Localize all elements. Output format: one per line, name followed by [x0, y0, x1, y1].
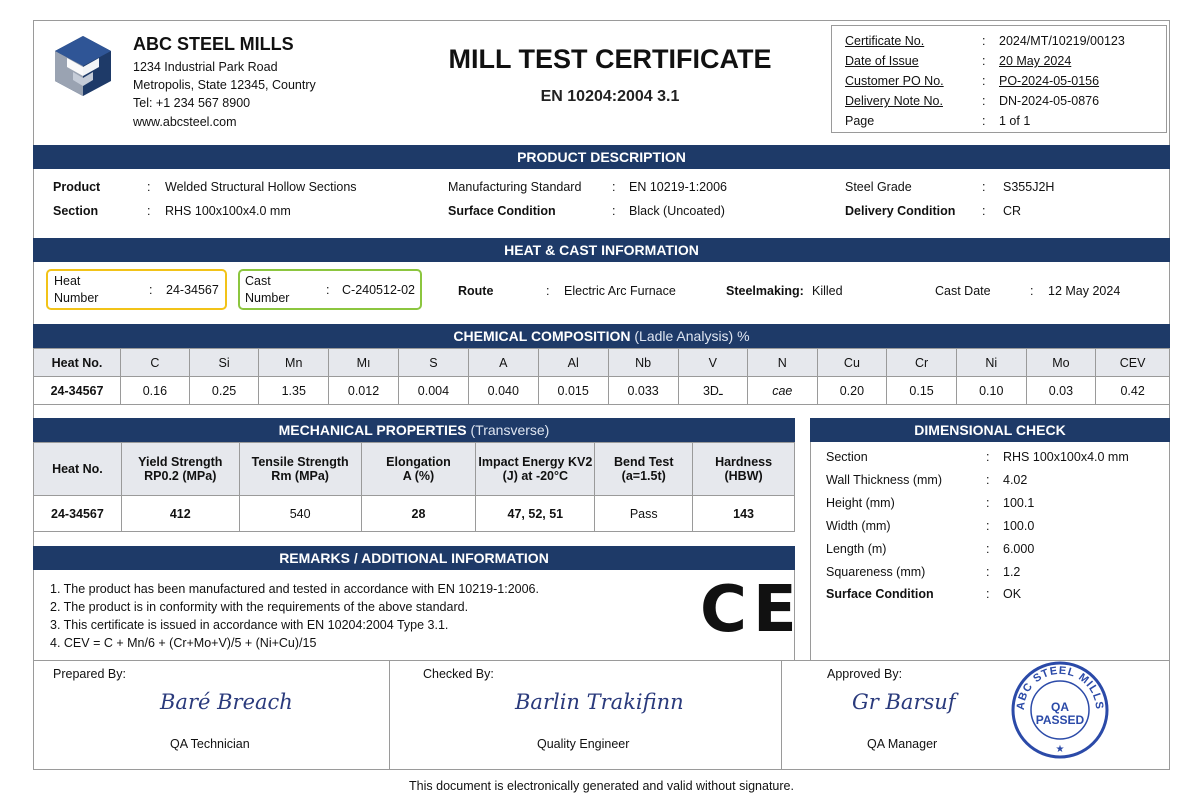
page-label: Page: [845, 114, 875, 128]
product-description-heading: PRODUCT DESCRIPTION: [33, 145, 1170, 169]
dim-label-squareness: Squareness (mm): [826, 565, 926, 579]
dim-value-width: 100.0: [1003, 519, 1035, 533]
page-value: 1 of 1: [999, 114, 1031, 128]
company-address-line1: 1234 Industrial Park Road: [133, 60, 278, 74]
stamp-line1: QA: [1051, 700, 1069, 714]
approved-by-signature: Gr Barsuf: [852, 690, 956, 714]
chem-value-al: 0.015: [538, 377, 608, 405]
chem-header-mn: Mn: [259, 349, 329, 377]
dim-value-surface: OK: [1003, 587, 1022, 601]
dim-label-wall-thickness: Wall Thickness (mm): [826, 473, 942, 487]
chem-header-heat-no: Heat No.: [34, 349, 121, 377]
signature-area: [33, 660, 1170, 770]
heat-number-sep: :: [149, 283, 153, 297]
mech-header-elongation: Elongation A (%): [361, 443, 476, 496]
mechanical-value-row: [34, 496, 795, 532]
signature-divider-1: [389, 660, 390, 770]
dim-label-surface: Surface Condition: [826, 587, 934, 601]
product-label: Product: [53, 180, 101, 194]
remark-line-2: 2. The product is in conformity with the requirements of the above standard.: [50, 600, 469, 614]
chem-header-s: S: [398, 349, 468, 377]
po-label: Customer PO No.: [845, 74, 944, 88]
checked-by-label: Checked By:: [423, 667, 494, 681]
mech-header-yield: Yield Strength RP0.2 (MPa): [121, 443, 239, 496]
dim-label-length: Length (m): [826, 542, 887, 556]
cast-number-sep: :: [326, 283, 330, 297]
issue-date-label: Date of Issue: [845, 54, 919, 68]
cast-number-value: C-240512-02: [342, 283, 415, 297]
remark-line-4: 4. CEV = C + Mn/6 + (Cr+Mo+V)/5 + (Ni+Cu)/15: [50, 636, 317, 650]
dim-value-wall-thickness: 4.02: [1003, 473, 1028, 487]
footer-note: This document is electronically generated and valid without signature.: [409, 779, 794, 793]
product-value: Welded Structural Hollow Sections: [165, 180, 357, 194]
chem-value-mn: 1.35: [259, 377, 329, 405]
chemical-composition-heading: CHEMICAL COMPOSITION (Ladle Analysis) %: [33, 324, 1170, 348]
dim-value-length: 6.000: [1003, 542, 1035, 556]
delivery-condition-value: CR: [1003, 204, 1022, 218]
dim-sep-wall-thickness: :: [986, 473, 990, 487]
company-name: ABC STEEL MILLS: [133, 34, 294, 54]
steelmaking-value: Killed: [812, 284, 843, 298]
prepared-by-signature: Baré Breach: [160, 690, 293, 714]
section-value: RHS 100x100x4.0 mm: [165, 204, 291, 218]
heat-number-label-1: Heat: [54, 274, 81, 288]
checked-by-role: Quality Engineer: [537, 737, 630, 751]
chem-header-n: N: [748, 349, 818, 377]
chem-value-s: 0.004: [398, 377, 468, 405]
delivery-note-sep: :: [982, 94, 986, 108]
cast-date-sep: :: [1030, 284, 1034, 298]
company-address-line2: Metropolis, State 12345, Country: [133, 78, 316, 92]
mech-value-tensile: 540: [239, 496, 361, 532]
document-title: MILL TEST CERTIFICATE: [448, 44, 772, 74]
remarks-heading: REMARKS / ADDITIONAL INFORMATION: [33, 546, 795, 570]
chem-header-c: C: [121, 349, 190, 377]
po-value: PO-2024-05-0156: [999, 74, 1100, 88]
heat-number-label-2: Number: [54, 291, 99, 305]
chem-value-nb: 0.033: [608, 377, 678, 405]
signature-divider-2: [781, 660, 782, 770]
dimensional-check-heading: DIMENSIONAL CHECK: [810, 418, 1170, 442]
dim-value-section: RHS 100x100x4.0 mm: [1003, 450, 1129, 464]
heat-number-value: 24-34567: [166, 283, 219, 297]
prepared-by-role: QA Technician: [170, 737, 250, 751]
chemical-composition-table: [33, 348, 1170, 405]
ce-mark-icon: CE: [700, 573, 803, 647]
mech-value-elongation: 28: [361, 496, 476, 532]
mech-header-tensile: Tensile Strength Rm (MPa): [239, 443, 361, 496]
mechanical-properties-table: [33, 442, 795, 532]
dim-label-height: Height (mm): [826, 496, 895, 510]
surface-condition-sep: :: [612, 204, 616, 218]
cast-date-label: Cast Date: [935, 284, 991, 298]
mechanical-properties-heading: MECHANICAL PROPERTIES (Transverse): [33, 418, 795, 442]
cert-no-label: Certificate No.: [845, 34, 925, 48]
chem-header-v: V: [678, 349, 748, 377]
mech-value-heat-no: 24-34567: [34, 496, 122, 532]
cert-no-value: 2024/MT/10219/00123: [999, 34, 1125, 48]
delivery-note-value: DN-2024-05-0876: [999, 94, 1100, 108]
checked-by-signature: Barlin Trakifinn: [515, 690, 684, 714]
mfg-standard-sep: :: [612, 180, 616, 194]
mech-value-impact: 47, 52, 51: [476, 496, 595, 532]
chem-header-ni: Ni: [956, 349, 1026, 377]
mfg-standard-label: Manufacturing Standard: [448, 180, 582, 194]
delivery-condition-label: Delivery Condition: [845, 204, 956, 218]
dim-sep-height: :: [986, 496, 990, 510]
company-logo: [53, 34, 113, 98]
chem-header-a: A: [468, 349, 538, 377]
chem-value-mo: 0.03: [1026, 377, 1096, 405]
chemical-value-row: [34, 377, 1170, 405]
chem-header-cu: Cu: [817, 349, 887, 377]
mech-value-yield: 412: [121, 496, 239, 532]
chem-value-a: 0.040: [468, 377, 538, 405]
issue-date-value: 20 May 2024: [999, 54, 1072, 68]
approved-by-label: Approved By:: [827, 667, 903, 681]
steel-grade-value: S355J2H: [1003, 180, 1055, 194]
dim-sep-squareness: :: [986, 565, 990, 579]
chem-value-m: 0.012: [329, 377, 399, 405]
chem-header-mo: Mo: [1026, 349, 1096, 377]
mech-value-hardness: 143: [693, 496, 795, 532]
remark-line-3: 3. This certificate is issued in accordance with EN 10204:2004 Type 3.1.: [50, 618, 449, 632]
chem-header-nb: Nb: [608, 349, 678, 377]
chemical-header-row: [34, 349, 1170, 377]
dim-sep-section: :: [986, 450, 990, 464]
stamp-star-icon: ★: [1055, 744, 1065, 755]
dim-sep-length: :: [986, 542, 990, 556]
chem-value-heat-no: 24-34567: [34, 377, 121, 405]
page-sep: :: [982, 114, 986, 128]
steel-grade-sep: :: [982, 180, 986, 194]
chem-header-m: Mı: [329, 349, 399, 377]
section-label: Section: [53, 204, 99, 218]
cast-date-value: 12 May 2024: [1048, 284, 1121, 298]
cast-number-label-1: Cast: [245, 274, 271, 288]
dim-label-section: Section: [826, 450, 868, 464]
mech-header-bend: Bend Test (a=1.5t): [595, 443, 693, 496]
company-website: www.abcsteel.com: [133, 115, 237, 129]
section-sep: :: [147, 204, 151, 218]
issue-date-sep: :: [982, 54, 986, 68]
chem-value-c: 0.16: [121, 377, 190, 405]
surface-condition-label: Surface Condition: [448, 204, 556, 218]
dim-sep-width: :: [986, 519, 990, 533]
mechanical-header-row: [34, 443, 795, 496]
mfg-standard-value: EN 10219-1:2006: [629, 180, 727, 194]
remark-line-1: 1. The product has been manufactured and tested in accordance with EN 10219-1:2006.: [50, 582, 539, 596]
prepared-by-label: Prepared By:: [53, 667, 126, 681]
mech-value-bend: Pass: [595, 496, 693, 532]
chem-value-si: 0.25: [189, 377, 259, 405]
approved-by-role: QA Manager: [867, 737, 938, 751]
dim-label-width: Width (mm): [826, 519, 891, 533]
document-standard: EN 10204:2004 3.1: [540, 88, 680, 105]
chem-value-cu: 0.20: [817, 377, 887, 405]
chem-value-n: cae: [748, 377, 818, 405]
mech-header-hardness: Hardness (HBW): [693, 443, 795, 496]
chem-value-cev: 0.42: [1096, 377, 1170, 405]
delivery-note-label: Delivery Note No.: [845, 94, 943, 108]
mech-header-impact: Impact Energy KV2 (J) at -20°C: [476, 443, 595, 496]
chem-header-si: Si: [189, 349, 259, 377]
surface-condition-value: Black (Uncoated): [629, 204, 725, 218]
company-phone: Tel: +1 234 567 8900: [133, 96, 251, 110]
dim-value-height: 100.1: [1003, 496, 1035, 510]
chem-header-cr: Cr: [887, 349, 957, 377]
mech-header-heat-no: Heat No.: [34, 443, 122, 496]
steelmaking-label: Steelmaking:: [726, 284, 804, 298]
steel-grade-label: Steel Grade: [845, 180, 912, 194]
dim-value-squareness: 1.2: [1003, 565, 1021, 579]
chem-value-ni: 0.10: [956, 377, 1026, 405]
cert-no-sep: :: [982, 34, 986, 48]
po-sep: :: [982, 74, 986, 88]
route-value: Electric Arc Furnace: [564, 284, 676, 298]
chem-value-v: 3Dـ: [678, 377, 748, 405]
dim-sep-surface: :: [986, 587, 990, 601]
route-label: Route: [458, 284, 494, 298]
route-sep: :: [546, 284, 550, 298]
qa-passed-stamp: [1010, 660, 1110, 760]
chem-value-cr: 0.15: [887, 377, 957, 405]
chem-header-cev: CEV: [1096, 349, 1170, 377]
heat-cast-heading: HEAT & CAST INFORMATION: [33, 238, 1170, 262]
delivery-condition-sep: :: [982, 204, 986, 218]
stamp-line2: PASSED: [1035, 713, 1085, 727]
stamp-ring-text: ABC STEEL MILLS: [1014, 664, 1106, 711]
chem-header-al: Al: [538, 349, 608, 377]
cast-number-label-2: Number: [245, 291, 290, 305]
product-sep: :: [147, 180, 151, 194]
